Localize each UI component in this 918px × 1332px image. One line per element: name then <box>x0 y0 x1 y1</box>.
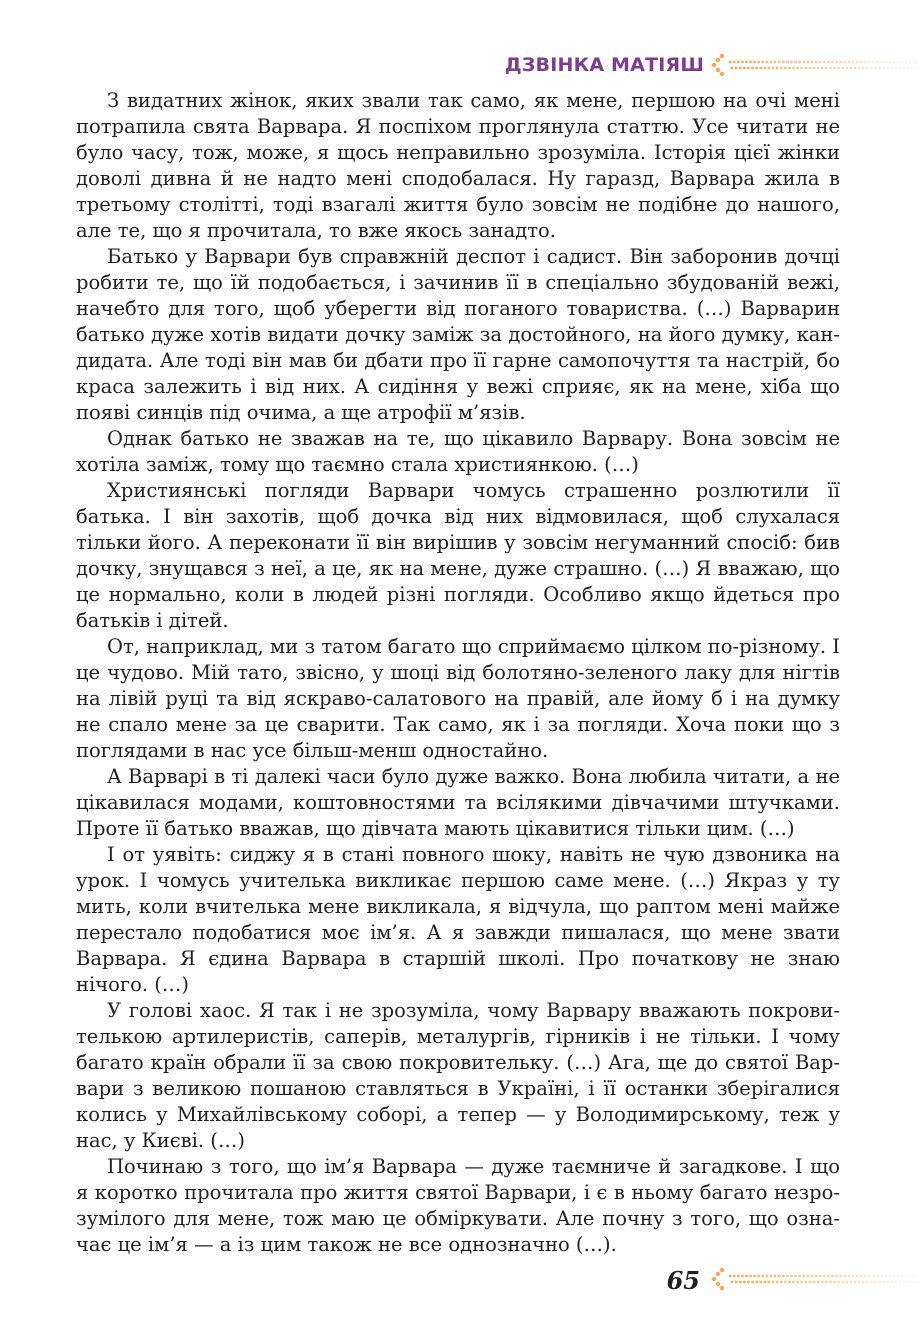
paragraph-5: От, наприклад, ми з татом багато що сприймаємо цілком по-різному. І це чудово. Мій тато, звісно, у шоці від болотяно-зеленого лаку для нігтів на лівій руці та від яскраво-салатового на правій, але йому б і на думку не спало мене за це сварити. Так само, як і за погляди. Хоча поки що з поглядами в нас усе більш-менш одностайно. <box>76 635 840 762</box>
paragraph-1: З видатних жінок, яких звали так само, як мене, першою на очі мені потрапила свята Варвара. Я поспіхом проглянула статтю. Усе читати не було часу, тож, може, я щось неправильно зрозуміла. Історія цієї жінки доволі дивна й не надто мені сподобалася. Ну гаразд, Варвара жила в третьому столітті, тоді взагалі життя було зовсім не подібне до нашого, але те, що я прочитала, то вже якось занадто. <box>76 89 840 242</box>
paragraph-9: Починаю з того, що ім’я Варвара — дуже таємниче й загадкове. І що я коротко прочитала про життя святої Варвари, і є в ньому багато незрозумілого для мене, тож маю це обміркувати. Але почну з того, що означає це ім’я — а із цим також не все однозначно (…). <box>76 1155 840 1256</box>
dotted-chevron-ornament-icon <box>708 1266 918 1292</box>
page-number: 65 <box>666 1266 700 1295</box>
running-head <box>0 52 918 80</box>
paragraph-4: Християнські погляди Варвари чомусь страшенно розлютили її батька. І він захотів, щоб дочка від них відмовилася, щоб слухалася тільки його. А переконати її він вирішив у зовсім негуманний спосіб: бив дочку, знущався з неї, а це, як на мене, дуже страшно. (…) Я вважаю, що це нормально, коли в людей різні погляди. Особливо якщо йдеться про батьків і дітей. <box>76 479 840 632</box>
author-name: ДЗВІНКА МАТІЯШ <box>504 54 704 76</box>
dotted-chevron-ornament-icon <box>708 52 918 78</box>
page-footer <box>0 1262 918 1302</box>
paragraph-7: І от уявіть: сиджу я в стані повного шоку, навіть не чую дзвоника на урок. І чомусь учителька викликає першою саме мене. (…) Якраз у ту мить, коли вчителька мене викликала, я відчула, що раптом мені майже перестало подобатися моє ім’я. А я завжди пишалася, що мене звати Варвара. Я єдина Варвара в старшій школі. Про початкову не знаю нічого. (…) <box>76 843 840 996</box>
body-text <box>76 88 840 1258</box>
paragraph-6: А Варварі в ті далекі часи було дуже важко. Вона любила читати, а не цікавилася модами, коштовностями та всілякими дівчачими штучками. Проте її батько вважав, що дівчата мають цікавитися тільки цим. (…) <box>76 765 840 840</box>
paragraph-2: Батько у Варвари був справжній деспот і садист. Він заборонив дочці робити те, що їй подобається, і зачинив її в спеціально збудованій вежі, начебто для того, щоб уберегти від поганого товариства. (…) Варварин батько дуже хотів видати дочку заміж за достойного, на його думку, кандидата. Але тоді він мав би дбати про її гарне самопочуття та настрій, бо краса залежить і від них. А сидіння у вежі сприяє, як на мене, хіба що появі синців під очима, а ще атрофії м’язів. <box>76 245 840 424</box>
paragraph-3: Однак батько не зважав на те, що цікавило Варвару. Вона зовсім не хотіла заміж, тому що таємно стала християнкою. (…) <box>76 427 840 476</box>
paragraph-8: У голові хаос. Я так і не зрозуміла, чому Варвару вважають покровителькою артилеристів, саперів, металургів, гірників і не тільки. І чому багато країн обрали її за свою покровительку. (…) Ага, ще до святої Варвари з великою пошаною ставляться в Україні, і її останки зберігалися колись у Михайлівському соборі, а тепер — у Володимирському, теж у нас, у Києві. (…) <box>76 999 840 1152</box>
